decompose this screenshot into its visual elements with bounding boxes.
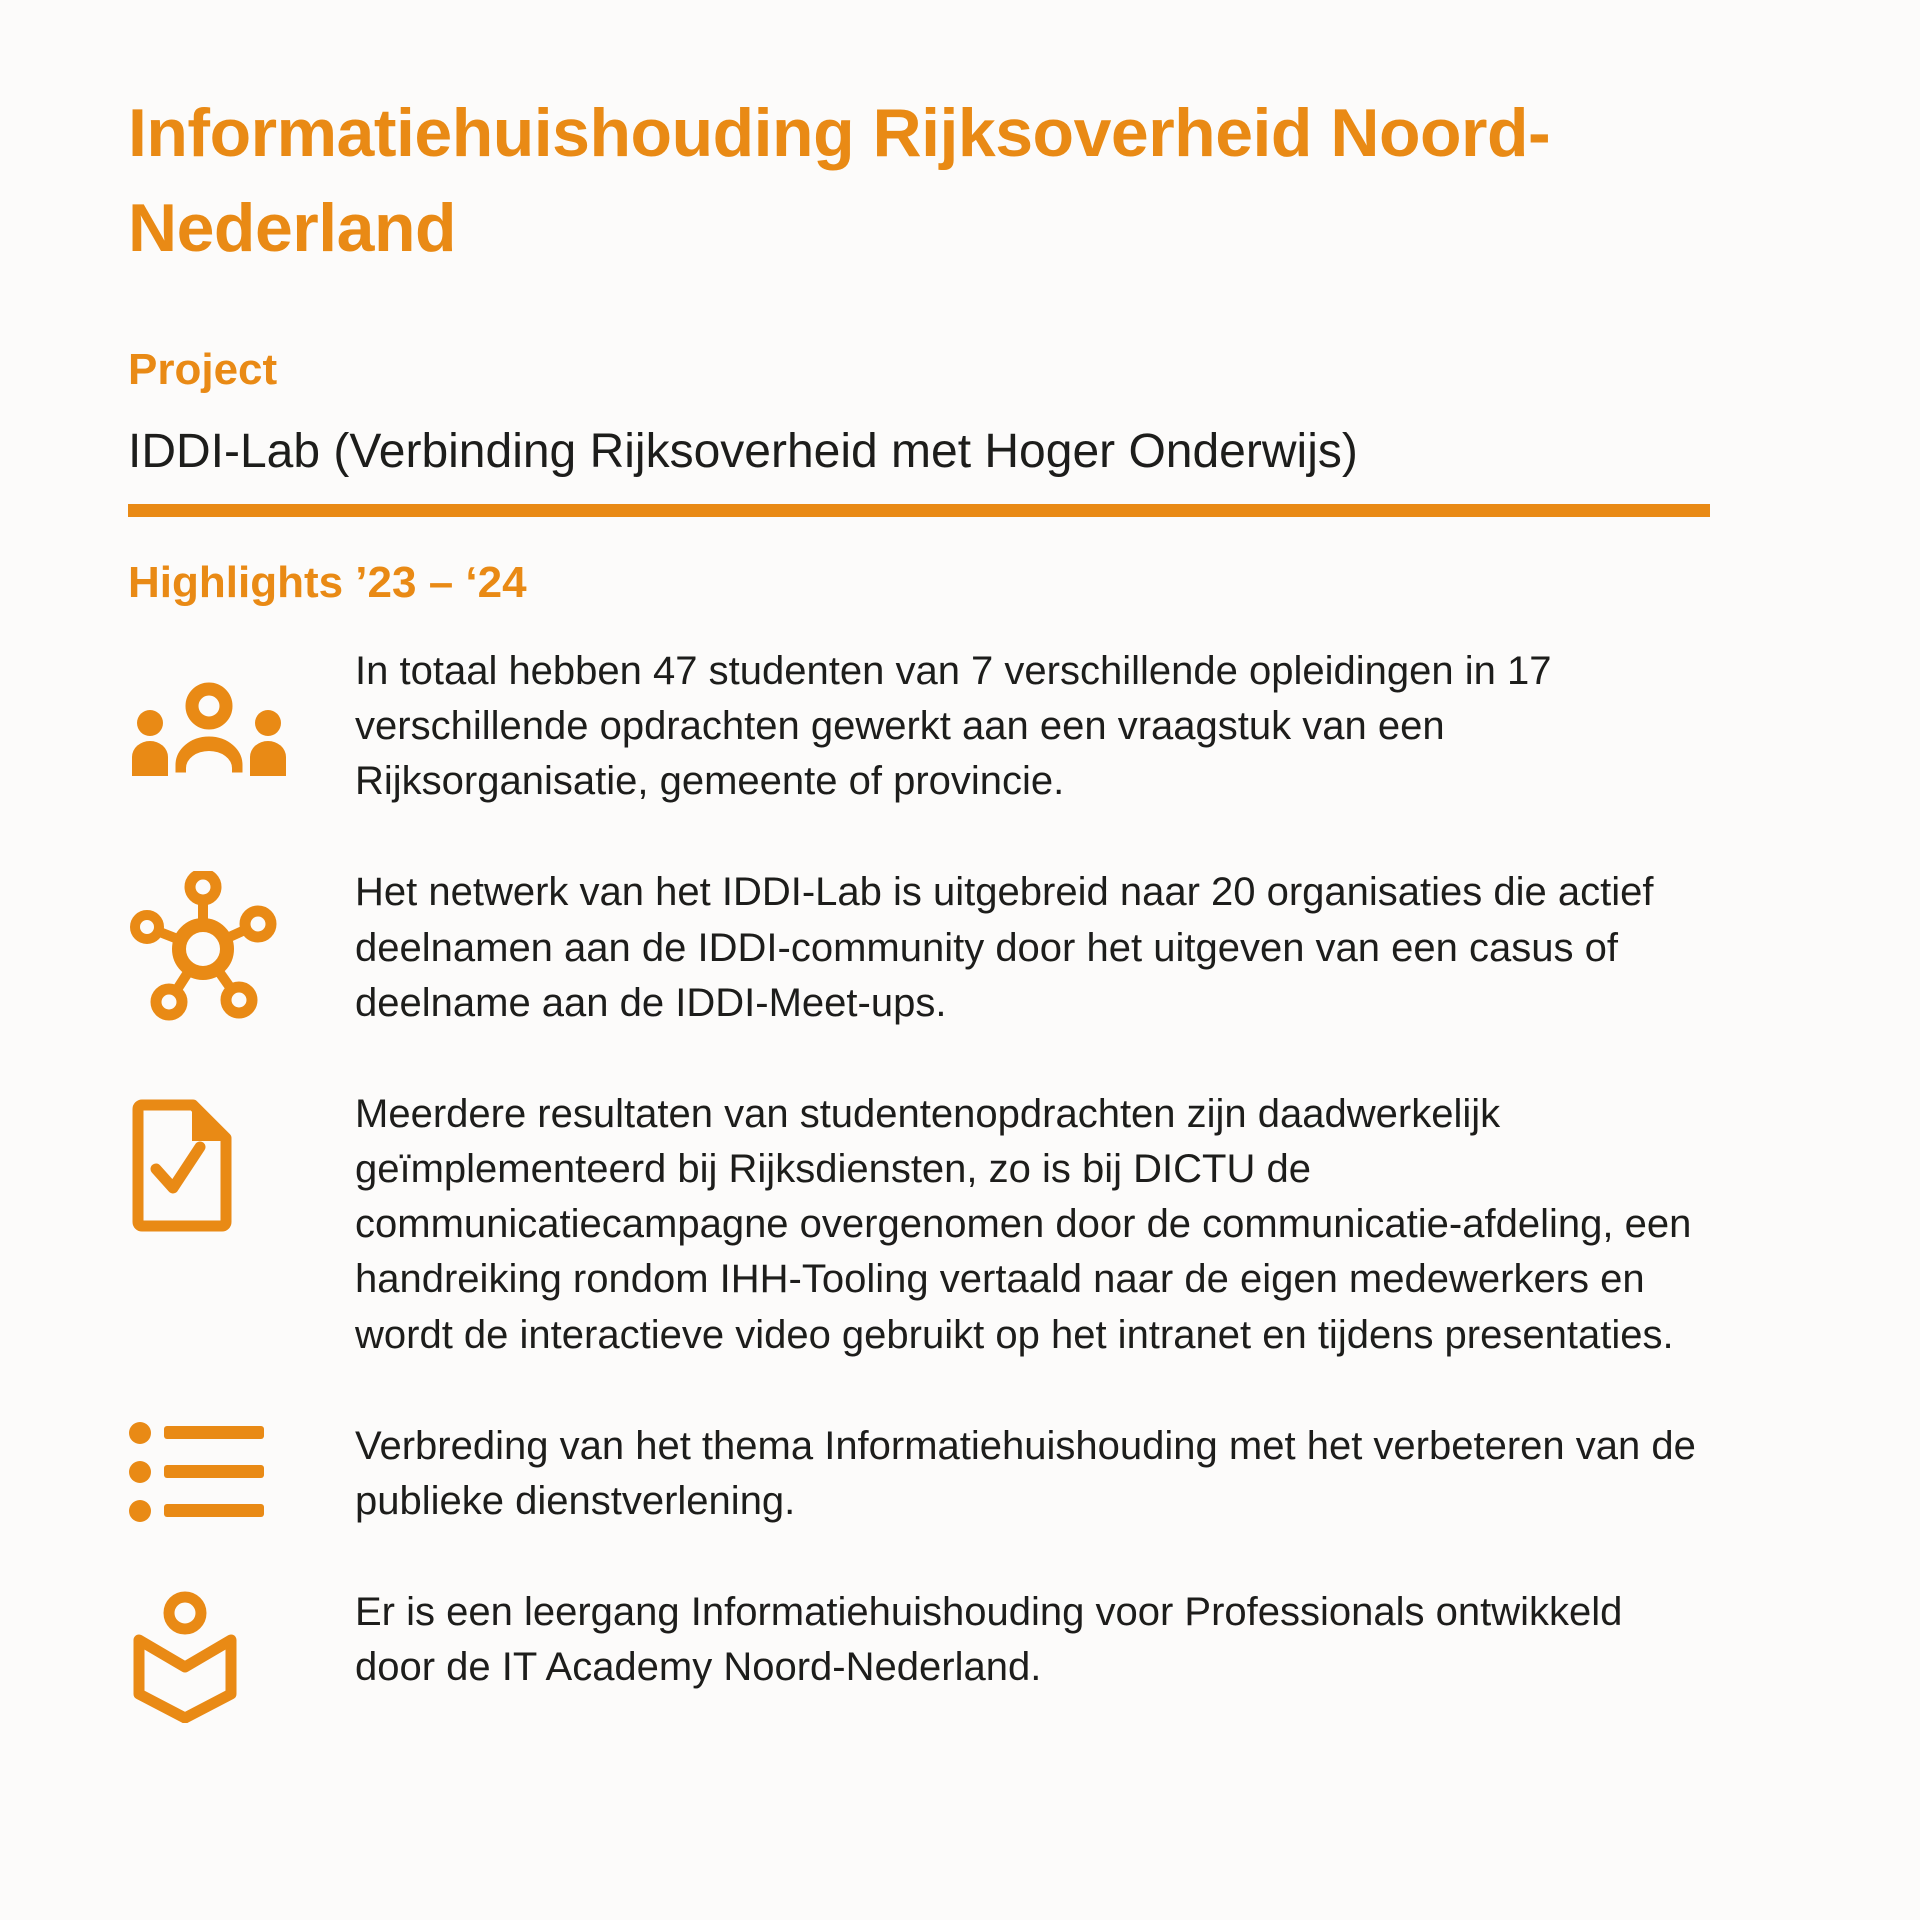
highlight-item bbox=[128, 1585, 1710, 1723]
bullet-list-icon bbox=[128, 1419, 355, 1527]
project-name: IDDI-Lab (Verbinding Rijksoverheid met Hoger Onderwijs) bbox=[128, 425, 1358, 479]
page-title: Informatiehuishouding Rijksoverheid Noord-Nederland bbox=[128, 95, 1551, 267]
highlight-item bbox=[128, 865, 1710, 1031]
highlights-list bbox=[128, 644, 1710, 1723]
highlight-text: Er is een leergang Informatiehuishouding voor Professionals ontwikkeld door de IT Academy Noord-Nederland. bbox=[355, 1590, 1623, 1690]
highlight-text: Verbreding van het thema Informatiehuishouding met het verbeteren van de publieke dienstverlening. bbox=[355, 1423, 1696, 1524]
highlight-text: Meerdere resultaten van studentenopdrachten zijn daadwerkelijk geïmplementeerd bij Rijksdiensten, zo is bij DICTU de communicatiecampagne overgenomen door de communicatie-afdeling, een handreiking rondom IHH-Tooling vertaald naar de eigen medewerkers en wordt de interactieve video gebruikt op het intranet en tijdens presentaties. bbox=[355, 1091, 1692, 1357]
reader-icon bbox=[128, 1585, 355, 1723]
highlight-item bbox=[128, 1419, 1710, 1529]
network-icon bbox=[128, 865, 355, 1021]
highlight-text: In totaal hebben 47 studenten van 7 verschillende opleidingen in 17 verschillende opdrachten gewerkt aan een vraagstuk van een Rijksorganisatie, gemeente of provincie. bbox=[355, 648, 1552, 804]
project-heading: Project bbox=[128, 345, 278, 395]
highlights-heading: Highlights ’23 – ‘24 bbox=[128, 557, 527, 607]
highlight-item bbox=[128, 1087, 1710, 1363]
document-check-icon bbox=[128, 1087, 355, 1234]
highlight-item bbox=[128, 644, 1710, 810]
group-icon bbox=[128, 644, 355, 777]
highlight-text: Het netwerk van het IDDI-Lab is uitgebreid naar 20 organisaties die actief deelnamen aan de IDDI-community door het uitgeven van een casus of deelname aan de IDDI-Meet-ups. bbox=[355, 870, 1654, 1025]
section-divider bbox=[128, 504, 1710, 517]
